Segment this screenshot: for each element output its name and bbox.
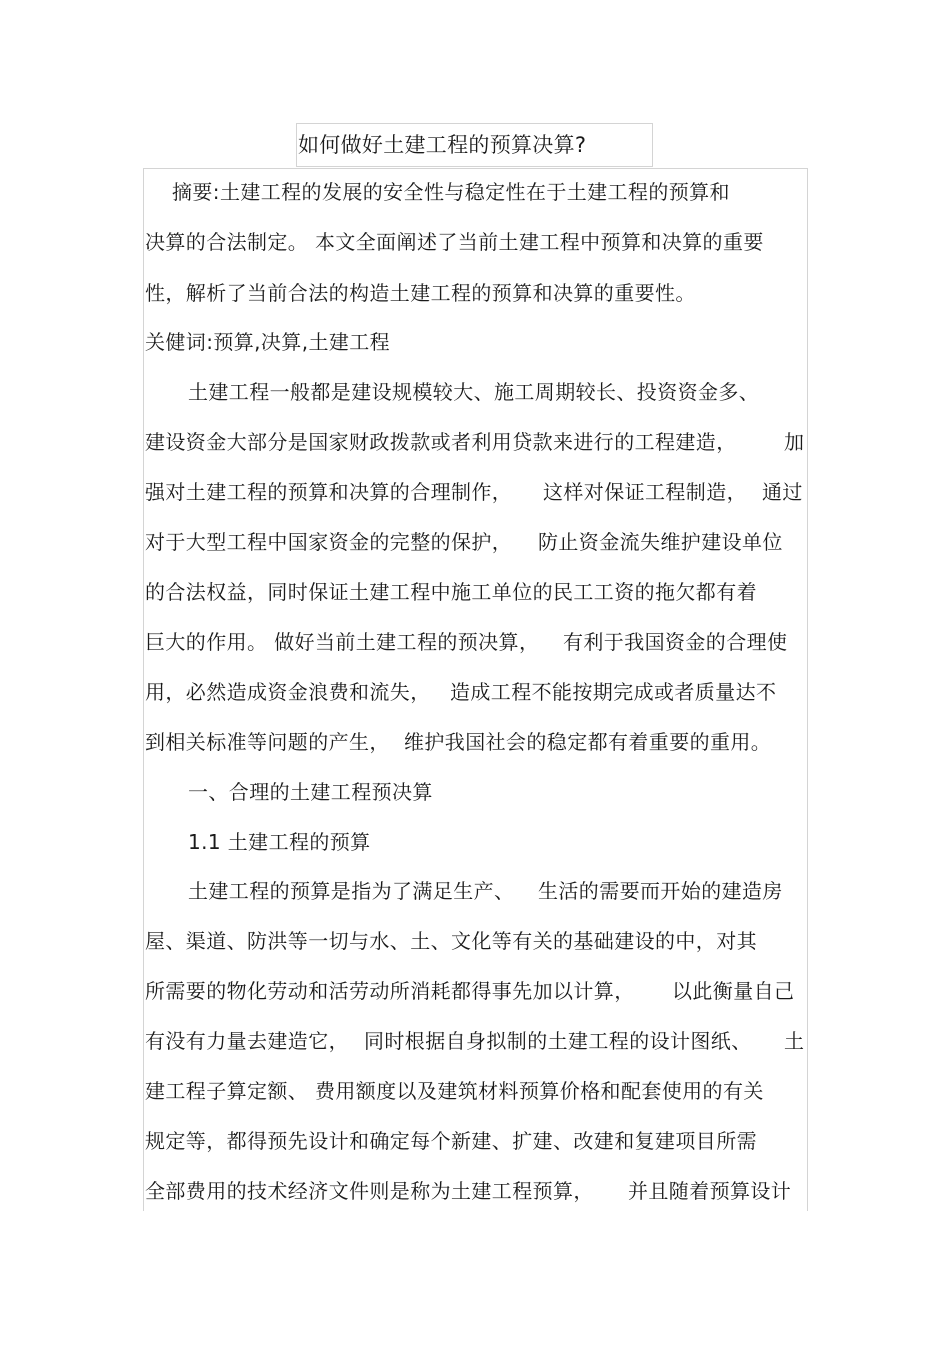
text-line: 通过 — [762, 480, 803, 504]
text-line: 全部费用的技术经济文件则是称为土建工程预算， — [145, 1179, 594, 1203]
text-line: 屋、渠道、防洪等一切与水、土、文化等有关的基础建设的中，对其 — [145, 929, 757, 953]
text-line: 土建工程一般都是建设规模较大、施工周期较长、投资资金多、 — [188, 380, 760, 404]
text-line: 用，必然造成资金浪费和流失， — [145, 680, 431, 704]
text-line: 生活的需要而开始的建造房 — [538, 879, 783, 903]
text-line: 建设资金大部分是国家财政拨款或者利用贷款来进行的工程建造， — [145, 430, 737, 454]
text-line: 对于大型工程中国家资金的完整的保护， — [145, 530, 513, 554]
text-line: 加 — [784, 430, 805, 454]
text-line: 有没有力量去建造它， — [145, 1029, 349, 1053]
keywords-line: 关健词:预算,决算,土建工程 — [145, 330, 391, 354]
text-line: 摘要:土建工程的发展的安全性与稳定性在于土建工程的预算和 — [172, 180, 730, 204]
section-heading: 一、合理的土建工程预决算 — [188, 780, 433, 804]
text-line: 建工程子算定额、 费用额度以及建筑材料预算价格和配套使用的有关 — [145, 1079, 764, 1103]
text-line: 并且随着预算设计 — [628, 1179, 792, 1203]
text-line: 防止资金流失维护建设单位 — [538, 530, 783, 554]
text-line: 这样对保证工程制造， — [543, 480, 747, 504]
text-line: 性，解析了当前合法的构造土建工程的预算和决算的重要性。 — [145, 281, 696, 305]
subsection-heading: 1.1 土建工程的预算 — [188, 830, 371, 854]
text-line: 巨大的作用。 做好当前土建工程的预决算， — [145, 630, 540, 654]
text-line: 以此衡量自己 — [672, 979, 795, 1003]
text-line: 有利于我国资金的合理使 — [563, 630, 788, 654]
text-line: 维护我国社会的稳定都有着重要的重用。 — [404, 730, 772, 754]
text-line: 规定等，都得预先设计和确定每个新建、扩建、改建和复建项目所需 — [145, 1129, 757, 1153]
text-line: 所需要的物化劳动和活劳动所消耗都得事先加以计算， — [145, 979, 635, 1003]
text-line: 到相关标准等问题的产生， — [145, 730, 390, 754]
text-line: 土 — [784, 1029, 805, 1053]
text-line: 决算的合法制定。 本文全面阐述了当前土建工程中预算和决算的重要 — [145, 230, 764, 254]
text-line: 同时根据自身拟制的土建工程的设计图纸、 — [364, 1029, 752, 1053]
text-line: 的合法权益，同时保证土建工程中施工单位的民工工资的拖欠都有着 — [145, 580, 757, 604]
text-line: 土建工程的预算是指为了满足生产、 — [188, 879, 515, 903]
text-line: 造成工程不能按期完成或者质量达不 — [450, 680, 777, 704]
text-line: 强对土建工程的预算和决算的合理制作， — [145, 480, 513, 504]
document-title: 如何做好土建工程的预算决算? — [298, 133, 587, 157]
